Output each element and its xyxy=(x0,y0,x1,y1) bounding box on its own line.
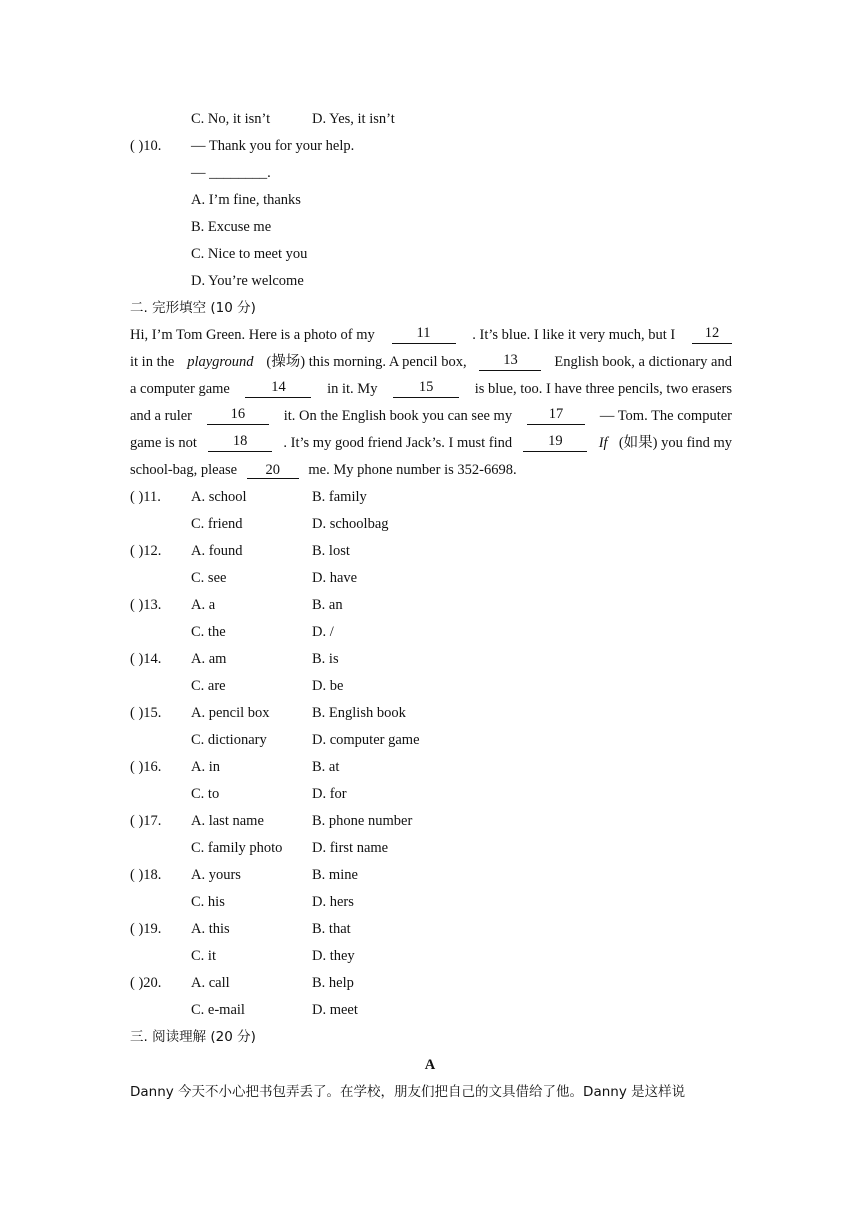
option-a: A. last name xyxy=(191,813,264,829)
option-c: C. friend xyxy=(191,516,243,532)
passage-text: English book, a dictionary and xyxy=(554,354,732,370)
option-b: B. English book xyxy=(312,705,406,721)
option-b: B. an xyxy=(312,597,343,613)
option-c: C. his xyxy=(191,894,225,910)
blank-11: 11 xyxy=(392,326,456,344)
question-number: ( )19. xyxy=(130,921,162,937)
option-d: D. schoolbag xyxy=(312,516,389,532)
section3-heading: 三. 阅读理解 (20 分) xyxy=(130,1029,256,1045)
option-a: A. found xyxy=(191,543,243,559)
passage-text: it. On the English book you can see my xyxy=(283,408,513,424)
blank-14: 14 xyxy=(245,380,311,398)
option-c: C. family photo xyxy=(191,840,283,856)
option-a: A. a xyxy=(191,597,216,613)
option-b: B. that xyxy=(312,921,351,937)
option-b: B. lost xyxy=(312,543,350,559)
blank-18: 18 xyxy=(208,434,272,452)
option-c: C. dictionary xyxy=(191,732,267,748)
passage-text: (如果) you find my xyxy=(618,435,732,451)
passage-line-3 xyxy=(130,380,732,398)
q10-answer-line: — ________. xyxy=(191,165,271,181)
option-a: A. pencil box xyxy=(191,705,270,721)
option-d: D. computer game xyxy=(312,732,420,748)
passage-italic-word: If xyxy=(598,435,608,451)
question-number: ( )11. xyxy=(130,489,161,505)
option-d: D. meet xyxy=(312,1002,358,1018)
option-c: C. it xyxy=(191,948,216,964)
passage-line-1 xyxy=(130,326,732,344)
option-c: C. e-mail xyxy=(191,1002,245,1018)
option-a: A. this xyxy=(191,921,230,937)
q9-option-d: D. Yes, it isn’t xyxy=(312,111,395,127)
option-a: A. am xyxy=(191,651,227,667)
blank-17: 17 xyxy=(527,407,585,425)
q10-option-a: A. I’m fine, thanks xyxy=(191,192,301,208)
passage-text: game is not xyxy=(130,435,197,451)
passage-text: school-bag, please xyxy=(130,462,238,478)
passage-text: Hi, I’m Tom Green. Here is a photo of my xyxy=(130,327,375,343)
option-d: D. have xyxy=(312,570,358,586)
blank-15: 15 xyxy=(393,380,459,398)
option-d: D. hers xyxy=(312,894,354,910)
option-c: C. see xyxy=(191,570,227,586)
q10-option-c: C. Nice to meet you xyxy=(191,246,308,262)
q10-prompt: — Thank you for your help. xyxy=(191,138,355,154)
q9-option-c: C. No, it isn’t xyxy=(191,111,271,127)
q10-number: ( )10. xyxy=(130,138,162,154)
option-b: B. family xyxy=(312,489,367,505)
passage-text: me. My phone number is 352-6698. xyxy=(308,462,517,478)
question-number: ( )14. xyxy=(130,651,162,667)
question-number: ( )20. xyxy=(130,975,162,991)
blank-19: 19 xyxy=(523,434,587,452)
option-d: D. be xyxy=(312,678,344,694)
blank-16: 16 xyxy=(207,407,269,425)
section2-heading: 二. 完形填空 (10 分) xyxy=(130,300,256,316)
option-b: B. help xyxy=(312,975,354,991)
option-b: B. at xyxy=(312,759,340,775)
passage-line-2 xyxy=(130,353,732,371)
question-number: ( )18. xyxy=(130,867,162,883)
passage-text: and a ruler xyxy=(130,408,192,424)
q10-option-b: B. Excuse me xyxy=(191,219,272,235)
option-d: D. they xyxy=(312,948,355,964)
passage-text: . It’s my good friend Jack’s. I must find xyxy=(283,435,513,451)
passage-text: — Tom. The computer xyxy=(599,408,732,424)
option-a: A. school xyxy=(191,489,247,505)
option-c: C. the xyxy=(191,624,226,640)
passage-text: in it. My xyxy=(327,381,378,397)
question-number: ( )15. xyxy=(130,705,162,721)
passage-text: (操场) this morning. A pencil box, xyxy=(266,354,467,370)
option-b: B. is xyxy=(312,651,339,667)
option-d: D. first name xyxy=(312,840,389,856)
passage-line-6 xyxy=(130,461,517,479)
q10-option-d: D. You’re welcome xyxy=(191,273,304,289)
option-b: B. phone number xyxy=(312,813,413,829)
part-a-title: A xyxy=(424,1057,436,1073)
option-d: D. / xyxy=(312,624,334,640)
option-d: D. for xyxy=(312,786,347,802)
passage-text: . It’s blue. I like it very much, but I xyxy=(472,327,676,343)
question-number: ( )16. xyxy=(130,759,162,775)
option-c: C. are xyxy=(191,678,226,694)
blank-12: 12 xyxy=(692,326,732,344)
reading-intro: Danny 今天不小心把书包弄丢了。在学校，朋友们把自己的文具借给了他。Danny 是这样说 xyxy=(130,1084,686,1100)
passage-text: is blue, too. I have three pencils, two erasers xyxy=(474,381,732,397)
passage-line-4 xyxy=(130,407,732,425)
passage-text: it in the xyxy=(130,354,175,370)
passage-text: a computer game xyxy=(130,381,230,397)
option-a: A. call xyxy=(191,975,230,991)
option-a: A. yours xyxy=(191,867,241,883)
option-a: A. in xyxy=(191,759,220,775)
option-c: C. to xyxy=(191,786,220,802)
passage-line-5 xyxy=(130,434,732,452)
option-b: B. mine xyxy=(312,867,358,883)
question-number: ( )17. xyxy=(130,813,162,829)
blank-20: 20 xyxy=(247,463,299,479)
passage-italic-word: playground xyxy=(187,354,254,370)
question-number: ( )13. xyxy=(130,597,162,613)
question-number: ( )12. xyxy=(130,543,162,559)
blank-13: 13 xyxy=(479,353,541,371)
